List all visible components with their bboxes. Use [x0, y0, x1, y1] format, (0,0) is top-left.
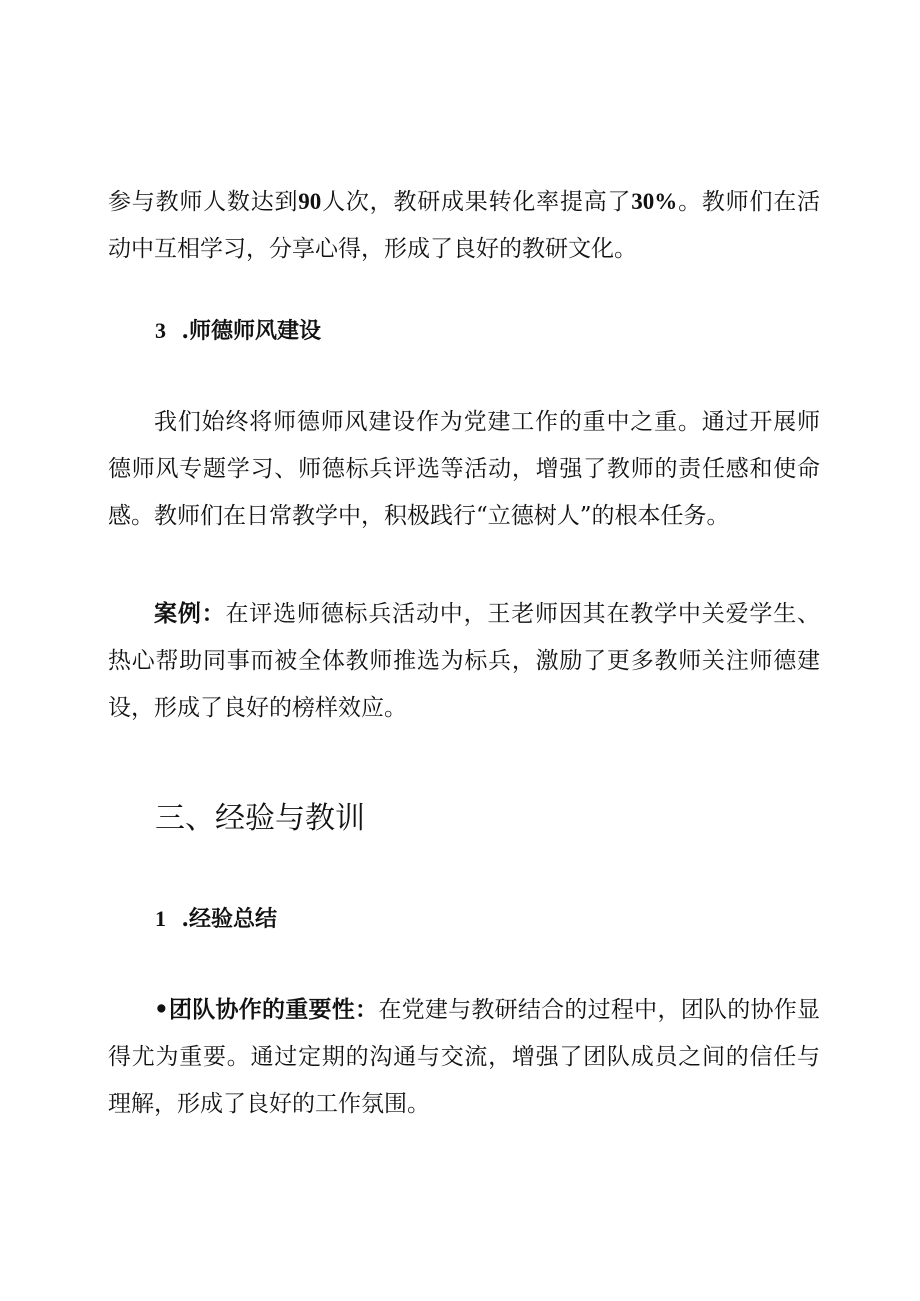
paragraph1-text-b: 人次，教研成果转化率提高了	[321, 189, 632, 215]
case-text: 在评选师德标兵活动中，王老师因其在教学中关爱学生、热心帮助同事而被全体教师推选为标兵，激励了更多教师关注师德建设，形成了良好的榜样效应。	[108, 601, 821, 721]
bullet-marker: •	[154, 996, 169, 1023]
paragraph-teacher-participation	[108, 178, 820, 273]
paragraph-case	[108, 590, 820, 732]
chapter-heading: 三、经验与教训	[155, 801, 365, 836]
conversion-rate: 30%	[631, 189, 678, 214]
paragraph1-text-c: 。教师们在活动中互相学习，分享心得，形成了良好的教研文化。	[108, 189, 821, 262]
subsection-title: .经验总结	[181, 906, 277, 932]
section-title: .师德师风建设	[181, 318, 321, 344]
bullet-text: 在党建与教研结合的过程中，团队的协作显得尤为重要。通过定期的沟通与交流，增强了团队成员之间的信任与理解，形成了良好的工作氛围。	[108, 997, 821, 1117]
paragraph1-text-a: 参与教师人数达到	[108, 189, 299, 215]
paragraph-ethics-building: 我们始终将师德师风建设作为党建工作的重中之重。通过开展师德师风专题学习、师德标兵评选等活动，增强了教师的责任感和使命感。教师们在日常教学中，积极践行“立德树人”的根本任务。	[108, 409, 820, 529]
bullet-label: 团队协作的重要性：	[168, 996, 379, 1023]
subsection-number: 1	[155, 906, 166, 931]
participant-count: 90	[298, 189, 322, 214]
section-number: 3	[155, 318, 166, 343]
case-label: 案例：	[154, 600, 226, 627]
section-heading-ethics	[155, 316, 321, 346]
paragraph-teamwork	[108, 986, 820, 1128]
subsection-heading-summary	[155, 904, 277, 934]
